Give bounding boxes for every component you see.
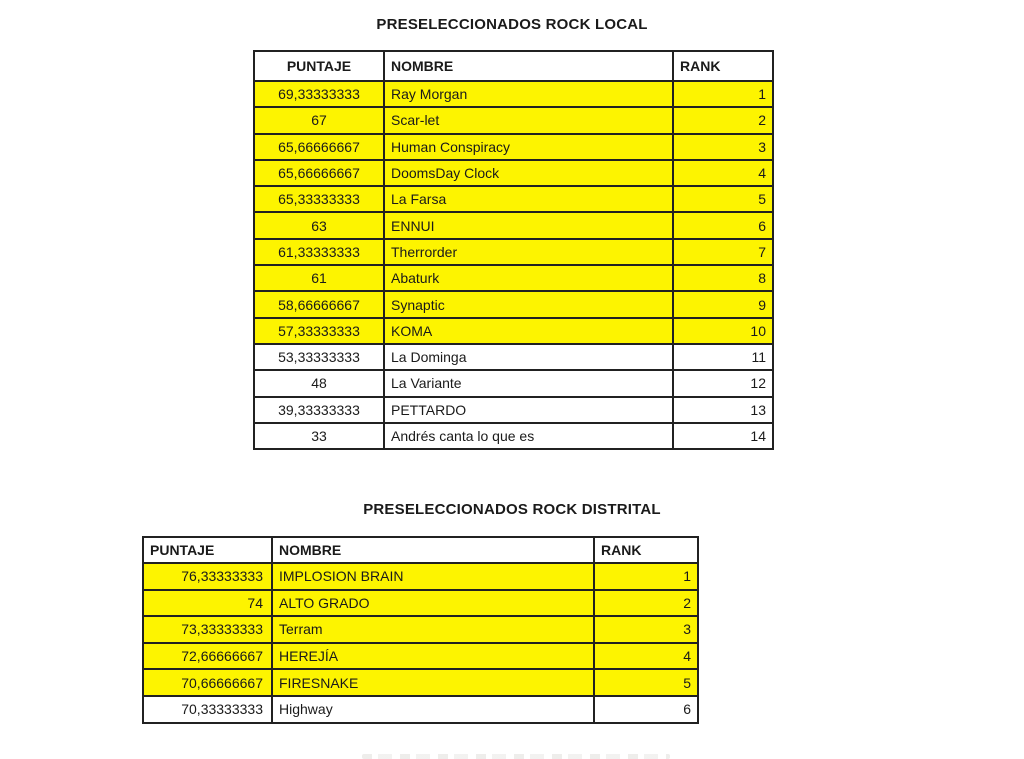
nombre-cell: FIRESNAKE (272, 669, 594, 696)
table-row (143, 616, 698, 643)
table-row (254, 186, 773, 212)
nombre-cell: Human Conspiracy (384, 134, 673, 160)
puntaje-cell: 48 (254, 370, 384, 396)
nombre-cell: La Dominga (384, 344, 673, 370)
nombre-cell: DoomsDay Clock (384, 160, 673, 186)
puntaje-cell: 67 (254, 107, 384, 133)
rank-cell: 3 (673, 134, 773, 160)
nombre-cell: La Farsa (384, 186, 673, 212)
table-row (254, 291, 773, 317)
rank-cell: 8 (673, 265, 773, 291)
rank-cell: 3 (594, 616, 698, 643)
table-row (143, 669, 698, 696)
rank-cell: 14 (673, 423, 773, 449)
nombre-cell: Highway (272, 696, 594, 723)
nombre-cell: ALTO GRADO (272, 590, 594, 617)
table-row (143, 696, 698, 723)
table-row (254, 370, 773, 396)
table-row (254, 81, 773, 107)
nombre-cell: Synaptic (384, 291, 673, 317)
table-row (254, 423, 773, 449)
nombre-cell: PETTARDO (384, 397, 673, 423)
column-header-nombre: NOMBRE (272, 537, 594, 563)
rank-cell: 13 (673, 397, 773, 423)
header-row (254, 51, 773, 81)
nombre-cell: Terram (272, 616, 594, 643)
puntaje-cell: 76,33333333 (143, 563, 272, 590)
puntaje-cell: 72,66666667 (143, 643, 272, 670)
rank-cell: 1 (673, 81, 773, 107)
cutoff-text-sliver (362, 754, 670, 759)
table-rock-distrital (142, 536, 699, 724)
table-row (254, 397, 773, 423)
rank-cell: 2 (673, 107, 773, 133)
column-header-puntaje: PUNTAJE (254, 51, 384, 81)
rank-cell: 10 (673, 318, 773, 344)
table-row (254, 318, 773, 344)
nombre-cell: La Variante (384, 370, 673, 396)
table-rock-local-title: PRESELECCIONADOS ROCK LOCAL (376, 16, 648, 33)
table-row (143, 643, 698, 670)
table-row (254, 160, 773, 186)
nombre-cell: Therrorder (384, 239, 673, 265)
column-header-nombre: NOMBRE (384, 51, 673, 81)
table-row (254, 212, 773, 238)
table-row (143, 563, 698, 590)
table-row (254, 239, 773, 265)
nombre-cell: Scar-let (384, 107, 673, 133)
table-rock-local-body (254, 81, 773, 449)
puntaje-cell: 39,33333333 (254, 397, 384, 423)
puntaje-cell: 74 (143, 590, 272, 617)
table-rock-local (253, 50, 774, 450)
puntaje-cell: 70,33333333 (143, 696, 272, 723)
puntaje-cell: 65,66666667 (254, 160, 384, 186)
table-rock-distrital-title: PRESELECCIONADOS ROCK DISTRITAL (363, 501, 661, 518)
puntaje-cell: 61 (254, 265, 384, 291)
rank-cell: 4 (673, 160, 773, 186)
rank-cell: 7 (673, 239, 773, 265)
puntaje-cell: 33 (254, 423, 384, 449)
rank-cell: 2 (594, 590, 698, 617)
column-header-puntaje: PUNTAJE (143, 537, 272, 563)
puntaje-cell: 65,66666667 (254, 134, 384, 160)
rank-cell: 1 (594, 563, 698, 590)
table-rock-local-header (254, 51, 773, 81)
column-header-rank: RANK (673, 51, 773, 81)
nombre-cell: IMPLOSION BRAIN (272, 563, 594, 590)
rank-cell: 11 (673, 344, 773, 370)
puntaje-cell: 65,33333333 (254, 186, 384, 212)
table-row (254, 134, 773, 160)
table-row (254, 344, 773, 370)
puntaje-cell: 53,33333333 (254, 344, 384, 370)
puntaje-cell: 69,33333333 (254, 81, 384, 107)
puntaje-cell: 70,66666667 (143, 669, 272, 696)
puntaje-cell: 63 (254, 212, 384, 238)
rank-cell: 4 (594, 643, 698, 670)
table-rock-distrital-header (143, 537, 698, 563)
rank-cell: 12 (673, 370, 773, 396)
nombre-cell: Abaturk (384, 265, 673, 291)
table-row (254, 265, 773, 291)
rank-cell: 5 (594, 669, 698, 696)
table-row (143, 590, 698, 617)
puntaje-cell: 57,33333333 (254, 318, 384, 344)
rank-cell: 5 (673, 186, 773, 212)
table-rock-distrital-body (143, 563, 698, 723)
column-header-rank: RANK (594, 537, 698, 563)
rank-cell: 9 (673, 291, 773, 317)
header-row (143, 537, 698, 563)
rank-cell: 6 (594, 696, 698, 723)
nombre-cell: ENNUI (384, 212, 673, 238)
table-row (254, 107, 773, 133)
puntaje-cell: 73,33333333 (143, 616, 272, 643)
nombre-cell: HEREJÍA (272, 643, 594, 670)
nombre-cell: KOMA (384, 318, 673, 344)
puntaje-cell: 58,66666667 (254, 291, 384, 317)
rank-cell: 6 (673, 212, 773, 238)
nombre-cell: Ray Morgan (384, 81, 673, 107)
puntaje-cell: 61,33333333 (254, 239, 384, 265)
nombre-cell: Andrés canta lo que es (384, 423, 673, 449)
